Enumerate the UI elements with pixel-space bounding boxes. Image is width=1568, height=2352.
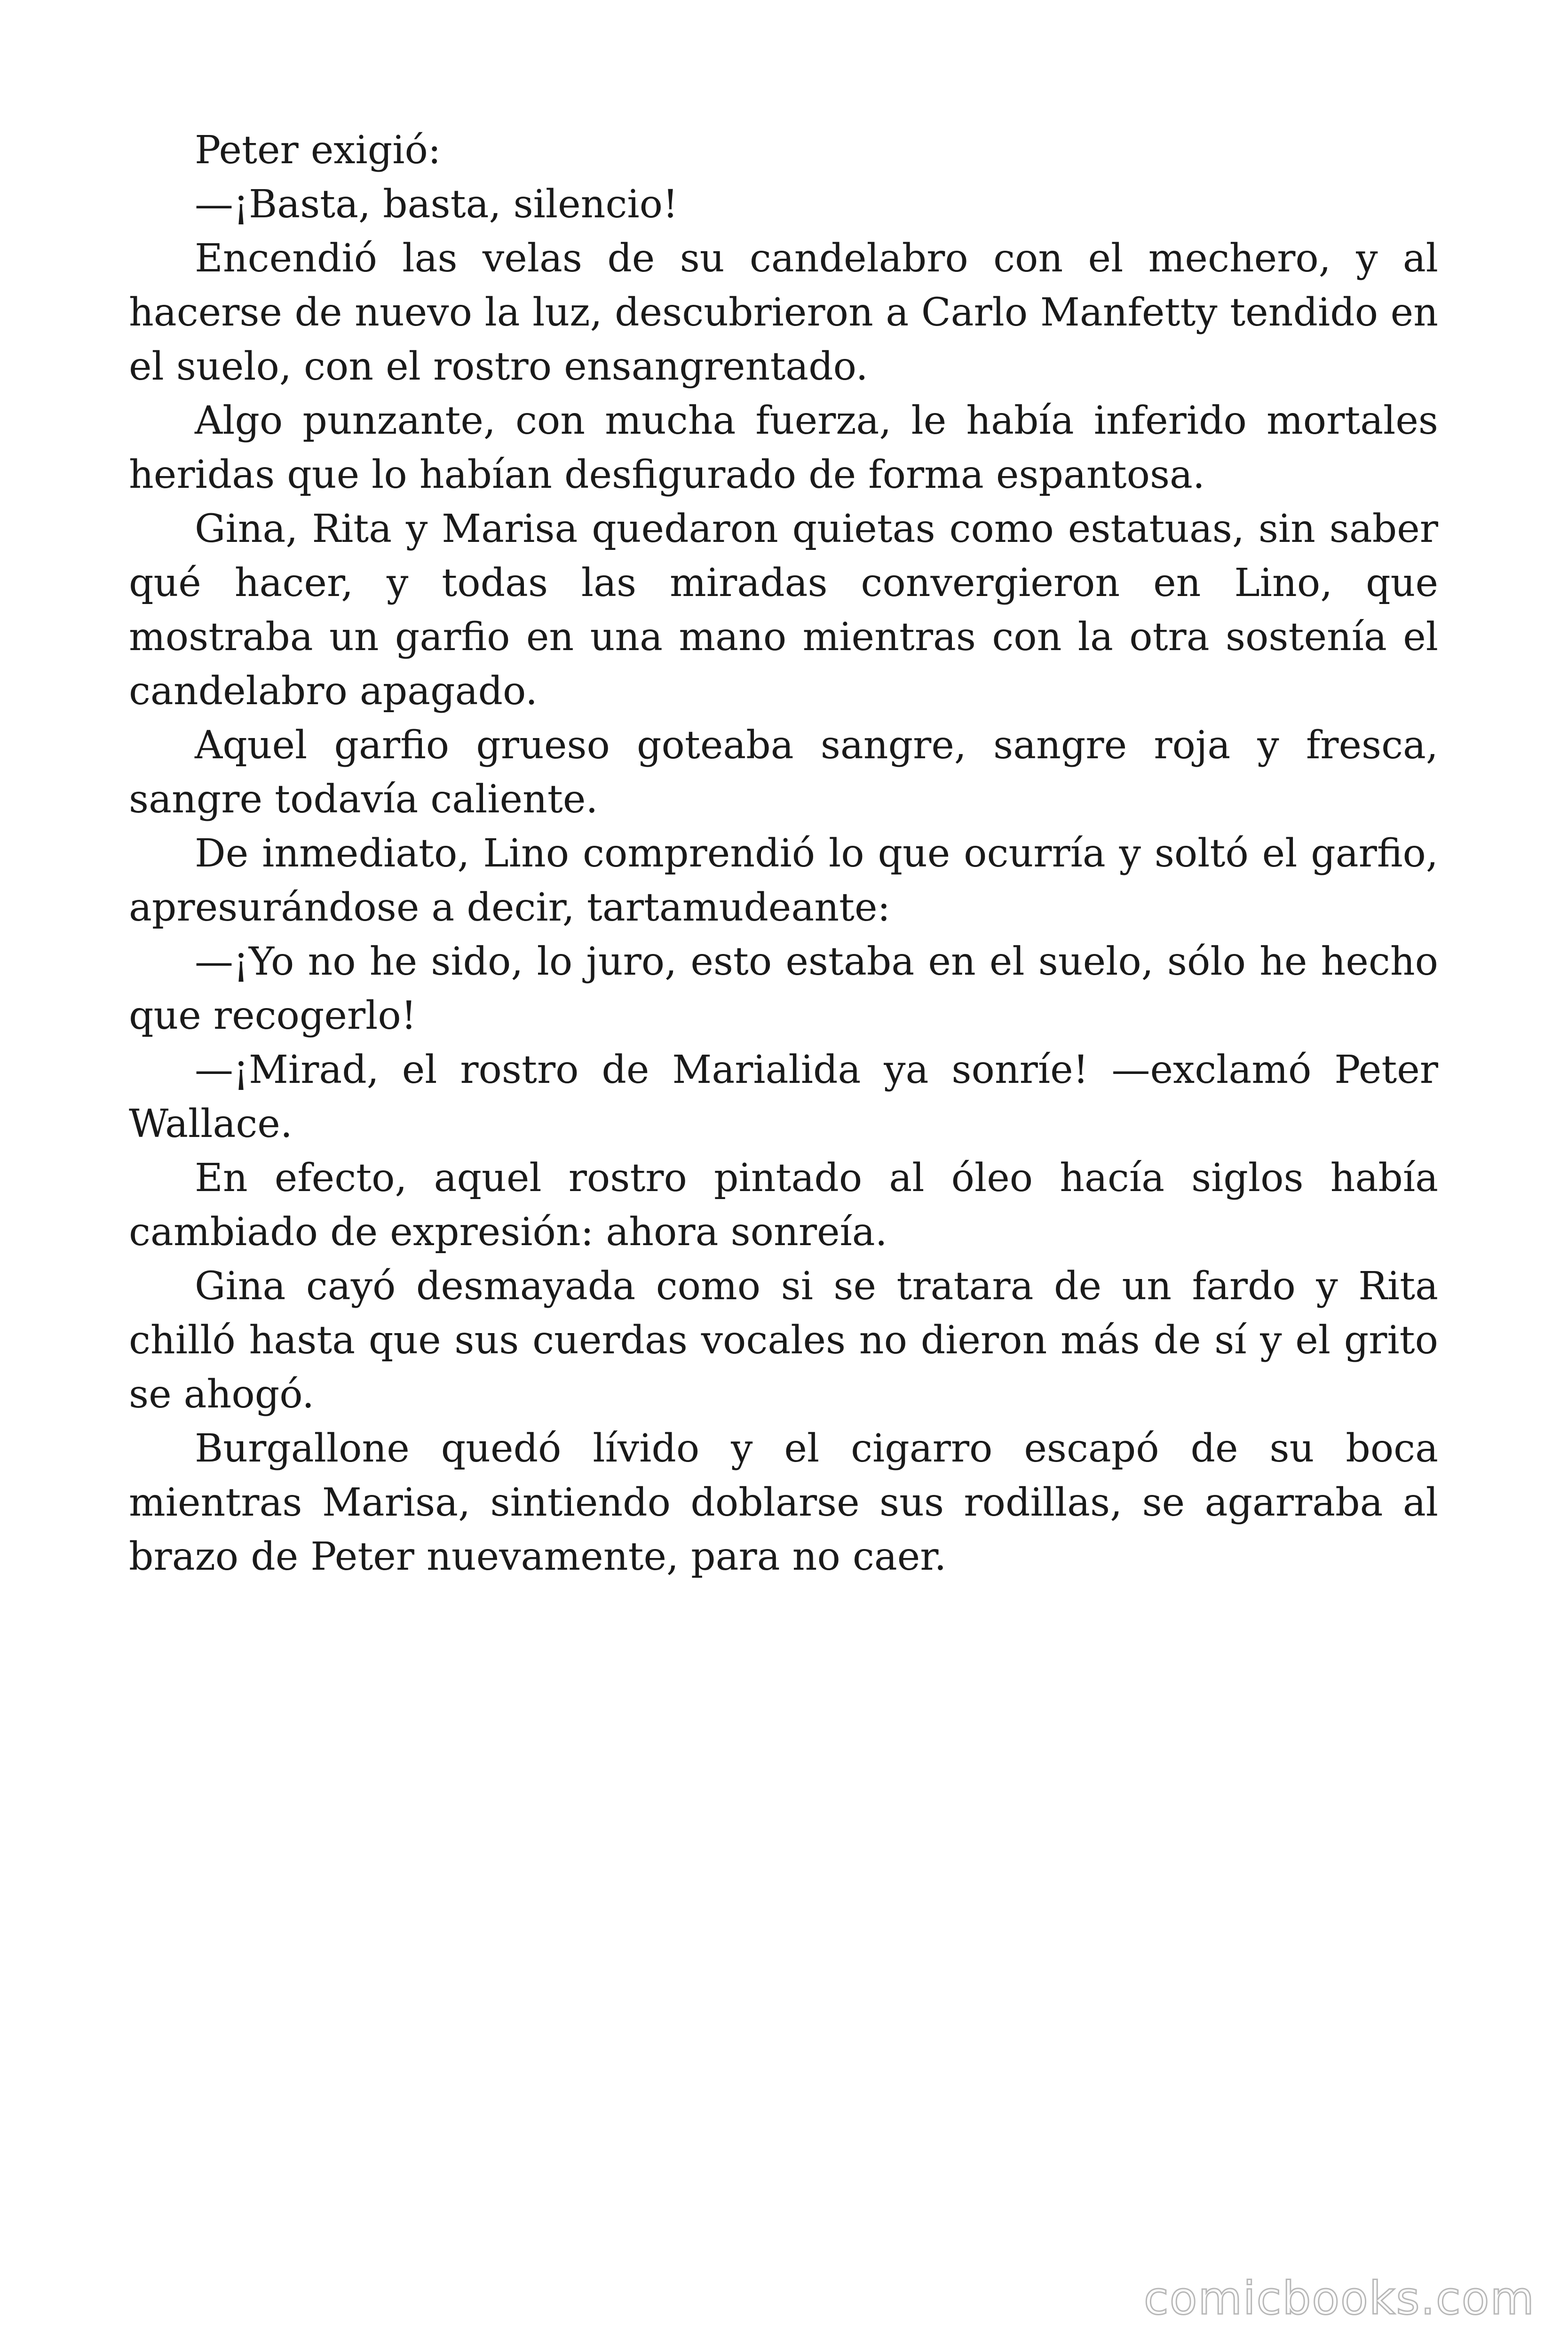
paragraph-4: Algo punzante, con mucha fuerza, le había inferido mortales heridas que lo habían desfigurado de forma espantosa. xyxy=(129,398,1438,497)
paragraph-7: De inmediato, Lino comprendió lo que ocurría y soltó el garfio, apresurándose a decir, tartamudeante: xyxy=(129,831,1438,930)
paragraph-5: Gina, Rita y Marisa quedaron quietas como estatuas, sin saber qué hacer, y todas las miradas convergieron en Lino, que mostraba un garfio en una mano mientras con la otra sostenía el candelabro apagado. xyxy=(129,507,1438,714)
paragraph-1: Peter exigió: xyxy=(195,128,441,173)
paragraph-2: —¡Basta, basta, silencio! xyxy=(195,182,678,227)
paragraph-9: —¡Mirad, el rostro de Marialida ya sonríe! —exclamó Peter Wallace. xyxy=(129,1048,1438,1146)
paragraph-8: —¡Yo no he sido, lo juro, esto estaba en el suelo, sólo he hecho que recogerlo! xyxy=(129,939,1438,1038)
paragraph-3: Encendió las velas de su candelabro con el mechero, y al hacerse de nuevo la luz, descubrieron a Carlo Manfetty tendido en el suelo, con el rostro ensangrentado. xyxy=(129,236,1438,389)
paragraph-6: Aquel garfio grueso goteaba sangre, sangre roja y fresca, sangre todavía caliente. xyxy=(129,723,1438,822)
paragraph-11: Gina cayó desmayada como si se tratara de un fardo y Rita chilló hasta que sus cuerdas vocales no dieron más de sí y el grito se ahogó. xyxy=(129,1264,1438,1417)
paragraph-10: En efecto, aquel rostro pintado al óleo hacía siglos había cambiado de expresión: ahora sonreía. xyxy=(129,1156,1438,1255)
body-text xyxy=(129,123,1438,1584)
paragraph-12: Burgallone quedó lívido y el cigarro escapó de su boca mientras Marisa, sintiendo doblarse sus rodillas, se agarraba al brazo de Peter nuevamente, para no caer. xyxy=(129,1426,1438,1579)
watermark: comicbooks.com xyxy=(1143,2272,1535,2325)
